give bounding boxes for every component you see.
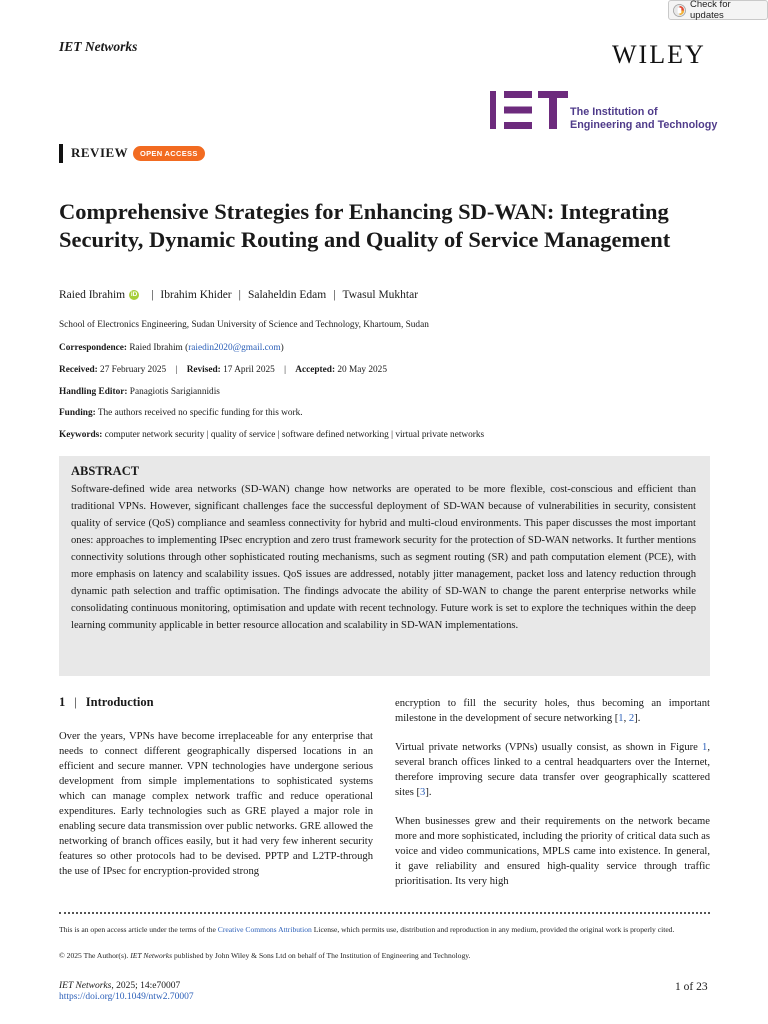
copyright-text: published by John Wiley & Sons Ltd on behalf of The Institution of Engineering and Technology. (172, 951, 471, 960)
author-separator: | (151, 289, 154, 301)
iet-text-line2: Engineering and Technology (570, 119, 718, 131)
license-link[interactable]: Creative Commons Attribution (217, 925, 312, 934)
funding-value: The authors received no specific funding for this work. (97, 408, 303, 418)
check-for-updates-button[interactable] (668, 0, 768, 20)
paragraph-text: encryption to fill the security holes, thus becoming an important milestone in the development of secure networking [ (395, 698, 710, 724)
received-label: Received: (59, 365, 98, 375)
section-title: Introduction (85, 695, 154, 709)
author-name[interactable]: Ibrahim Khider (160, 289, 232, 301)
check-updates-icon (673, 4, 686, 17)
reference-close: ]. (425, 787, 432, 798)
correspondence (59, 343, 284, 353)
funding-label: Funding: (59, 408, 96, 418)
paragraph (395, 696, 710, 726)
author-name[interactable]: Raied Ibrahim (59, 289, 126, 301)
author-name[interactable]: Twasul Mukhtar (342, 289, 419, 301)
date-separator: | (284, 365, 286, 375)
author-separator: | (238, 289, 241, 301)
author-separator: | (333, 289, 336, 301)
correspondence-close: ) (280, 343, 284, 353)
wiley-logo: WILEY (612, 40, 706, 69)
abstract-body: Software-defined wide area networks (SD-WAN) change how networks are operated to be more flexible, cost-conscious and efficient than traditional VPNs. However, significant challenges face the successful deployment of SD-WAN because of vulnerabilities in security, consistent quality of service (QoS) compliance and seamless connectivity for hybrid and multi-cloud environments. This paper discusses the most important ones: approaches to implementing IPsec encryption and zero trust framework security for the protection of SD-WAN networks. It further mentions connectivity solutions through other sophisticated routing mechanisms, such as segment routing (SR) and path computation element (PCE), with more emphasis on latency and scalability issues. QoS issues are addressed, notably jitter management, packet loss and latency reduction through dynamic path selection and traffic optimisation. The findings advocate the ability of SD-WAN to change the parent enterprise networks while consolidating continuous monitoring, optimisation and update with recent technology. Future work is set to explore the techniques within the deep learning community applicable in better resource allocation and scalability in SD-WAN implementations. (71, 484, 696, 631)
copyright-text: © 2025 The Author(s). (59, 951, 131, 960)
paragraph: Over the years, VPNs have become irreplaceable for any enterprise that needs to connect different geographically dispersed locations in an efficient and secure manner. VPN technologies have undergone serious development from simple implementations to sophisticated systems which can manage complex network traffic and reduce operational expenditures. Early technologies such as GRE played a major role in enabling secure data transmission over public networks. GRE allowed the networking of branch offices easily, but it had very few inherent security features so other protocols had to be devised. PPTP and L2TP-through the use of IPsec for encryption-provided strong (59, 731, 373, 877)
affiliation: School of Electronics Engineering, Sudan University of Science and Technology, Khartoum, Sudan (59, 320, 429, 330)
reference-link[interactable]: 1 (618, 713, 624, 724)
paragraph: When businesses grew and their requirements on the network became more and more sophisticated, including the priority of critical data such as voice and video communications, MPLS came into existence. In general, it gave reliability and ensured high-quality service through traffic prioritisation. Its very high (395, 816, 710, 887)
citation-line (59, 981, 180, 991)
check-for-updates-label: Check for updates (689, 0, 731, 21)
correspondence-label: Correspondence: (59, 343, 127, 353)
doi-link[interactable]: https://doi.org/10.1049/ntw2.70007 (59, 992, 194, 1002)
copyright-note (59, 951, 470, 960)
reference-link[interactable]: 3 (420, 787, 426, 798)
keywords-value: computer network security | quality of service | software defined networking | virtual private networks (104, 430, 485, 440)
section-divider: | (74, 695, 77, 709)
figure-link[interactable]: 1 (702, 742, 708, 753)
page-number: 1 of 23 (675, 981, 708, 993)
accepted-label: Accepted: (295, 365, 336, 375)
citation-journal: IET Networks (59, 981, 112, 991)
open-access-badge: OPEN ACCESS (133, 146, 205, 161)
citation-details: , 2025; 14:e70007 (111, 981, 181, 991)
article-type-label: REVIEW (71, 145, 129, 160)
author-name[interactable]: Salaheldin Edam (247, 289, 327, 301)
license-text: This is an open access article under the terms of the (59, 925, 218, 934)
paragraph (395, 740, 710, 800)
review-marker (59, 144, 63, 163)
footer-divider (59, 912, 710, 914)
section-heading (59, 695, 154, 710)
copyright-journal: IET Networks (130, 951, 173, 960)
handling-editor-label: Handling Editor: (59, 387, 128, 397)
abstract-heading: ABSTRACT (71, 464, 140, 478)
reference-separator: , (623, 713, 629, 724)
correspondence-name: Raied Ibrahim ( (129, 343, 189, 353)
author-list (59, 289, 418, 301)
paragraph-text: , several branch offices linked to a central headquarters over the Internet, therefore improving secure data transfer over geographically scattered sites [ (395, 742, 710, 798)
iet-institution-text (570, 106, 717, 132)
handling-editor (59, 387, 220, 397)
orcid-icon[interactable]: iD (130, 291, 138, 298)
body-column-right (395, 696, 710, 889)
revised-label: Revised: (186, 365, 221, 375)
section-number: 1 (59, 695, 66, 709)
body-column-left (59, 729, 373, 879)
funding (59, 408, 303, 418)
handling-editor-value: Panagiotis Sarigiannidis (129, 387, 220, 397)
article-dates (59, 365, 387, 375)
license-text: License, which permits use, distribution and reproduction in any medium, provided the original work is properly cited. (311, 925, 675, 934)
iet-text-line1: The Institution of (570, 106, 658, 118)
accepted-date: 20 May 2025 (337, 365, 387, 375)
date-separator: | (175, 365, 178, 375)
article-title: Comprehensive Strategies for Enhancing SD-WAN: Integrating Security, Dynamic Routing and Quality of Service Management (59, 199, 671, 252)
keywords-label: Keywords: (59, 430, 103, 440)
reference-link[interactable]: 2 (628, 713, 635, 724)
correspondence-email-link[interactable]: raiedin2020@gmail.com (188, 343, 281, 353)
keywords (59, 430, 484, 440)
received-date: 27 February 2025 (100, 365, 167, 375)
license-note (59, 923, 710, 936)
revised-date: 17 April 2025 (223, 365, 275, 375)
journal-name: IET Networks (59, 39, 138, 54)
paragraph-text: Virtual private networks (VPNs) usually consist, as shown in Figure (395, 742, 703, 753)
reference-close: ]. (634, 713, 641, 724)
